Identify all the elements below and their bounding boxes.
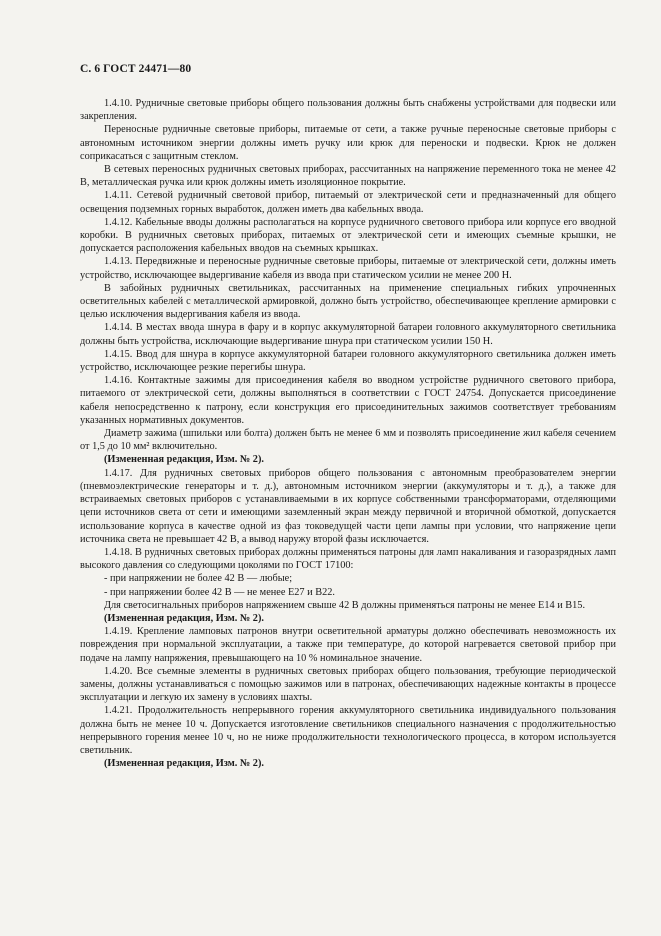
editorial-note: (Измененная редакция, Изм. № 2).	[104, 612, 264, 624]
paragraph: 1.4.19. Крепление ламповых патронов внутри осветительной арматуры должно обеспечивать невозможность их повреждения при нормальной эксплуатации, а также при температуре, до которой нагревается световой прибор при подаче на лампу напряжения, превышающего на 10 % номинальное значение.	[80, 626, 616, 664]
document-body	[80, 97, 616, 770]
paragraph: В сетевых переносных рудничных световых приборах, рассчитанных на напряжение переменного тока не менее 42 В, металлическая ручка или крюк должны иметь изоляционное покрытие.	[80, 164, 616, 189]
paragraph: 1.4.14. В местах ввода шнура в фару и в корпус аккумуляторной батареи головного аккумуляторного светильника должны быть устройства, исключающие выдергивание шнура при статическом усилии 150 Н.	[80, 322, 616, 347]
paragraph: Переносные рудничные световые приборы, питаемые от сети, а также ручные переносные световые приборы с автономным источником энергии должны иметь ручку или крюк для переноски и подвески. Крюк не должен соприкасаться с защитным стеклом.	[80, 124, 616, 162]
paragraph: 1.4.15. Ввод для шнура в корпусе аккумуляторной батареи головного аккумуляторного светильника должен иметь устройство, исключающее резкие перегибы шнура.	[80, 348, 616, 374]
paragraph: 1.4.21. Продолжительность непрерывного горения аккумуляторного светильника индивидуального пользования должна быть не менее 10 ч. Допускается изготовление светильников специального назначения с продолжительностью непрерывного горения менее 10 ч, но не ниже продолжительности технологического процесса, в котором используется светильник.	[80, 705, 616, 756]
paragraph: 1.4.17. Для рудничных световых приборов общего пользования с автономным преобразователем энергии (пневмоэлектрические генераторы и т. д.), автономным источником энергии (аккумуляторы и т. д.), а также для встраиваемых световых приборов с устанавливаемыми в их корпусе собственными трансформаторами, отделяющими цепи источников света от сети и имеющими заземленный экран между первичной и вторичной обмоткой, допускается использование корпуса в качестве одной из фаз токоведущей части цепи лампы при условии, что напряжение цепи источника света не превышает 42 В, а вывод наружу второй фазы исключается.	[80, 467, 616, 545]
editorial-note: (Измененная редакция, Изм. № 2).	[104, 758, 264, 770]
paragraph: Диаметр зажима (шпильки или болта) должен быть не менее 6 мм и позволять присоединение жил кабеля сечением от 1,5 до 10 мм² включительно.	[80, 428, 616, 453]
paragraph: Для светосигнальных приборов напряжением свыше 42 В должны применяться патроны не менее Е14 и В15.	[104, 599, 586, 611]
editorial-note: (Измененная редакция, Изм. № 2).	[104, 454, 264, 466]
paragraph: 1.4.18. В рудничных световых приборах должны применяться патроны для ламп накаливания и газоразрядных ламп высокого давления со следующими цоколями по ГОСТ 17100:	[80, 546, 616, 572]
paragraph: 1.4.12. Кабельные вводы должны располагаться на корпусе рудничного светового прибора или корпусе его вводной коробки. В рудничных световых приборах, питаемых от электрической сети и имеющих съемные крышки, не допускается расположения кабельных вводов на съемных крышках.	[80, 216, 616, 255]
paragraph: 1.4.16. Контактные зажимы для присоединения кабеля во вводном устройстве рудничного светового прибора, питаемого от электрической сети, должны выполняться в соответствии с ГОСТ 24754. Допускается присоединение кабеля непосредственно к патрону, если конструкция его присоединительных зажимов соответствует требованиям указанных нормативных документов.	[80, 375, 616, 426]
list-item: - при напряжении не более 42 В — любые;	[104, 573, 293, 585]
paragraph: 1.4.11. Сетевой рудничный световой прибор, питаемый от электрической сети и предназначенный для общего освещения подземных горных выработок, должен иметь два кабельных ввода.	[80, 190, 616, 215]
list-item: - при напряжении более 42 В — не менее Е27 и В22.	[104, 586, 335, 598]
paragraph: 1.4.13. Передвижные и переносные рудничные световые приборы, питаемые от электрической сети, должны иметь устройство, исключающее выдергивание кабеля из ввода при статическом усилии не менее 200 Н.	[80, 256, 616, 281]
page-header: С. 6 ГОСТ 24471—80	[80, 63, 192, 75]
paragraph: 1.4.20. Все съемные элементы в рудничных световых приборах общего пользования, требующие периодической замены, должны устанавливаться с помощью зажимов или в патронах, обеспечивающих надежные контакты в процессе эксплуатации и легкую их замену в условиях шахты.	[80, 665, 616, 704]
paragraph: В забойных рудничных светильниках, рассчитанных на применение специальных гибких упрочненных осветительных кабелей с металлической армировкой, должно быть устройство, обеспечивающее крепление армировки с целью исключения выдергивания кабеля из ввода.	[80, 282, 616, 321]
paragraph: 1.4.10. Рудничные световые приборы общего пользования должны быть снабжены устройствами для подвески или закрепления.	[80, 98, 616, 123]
